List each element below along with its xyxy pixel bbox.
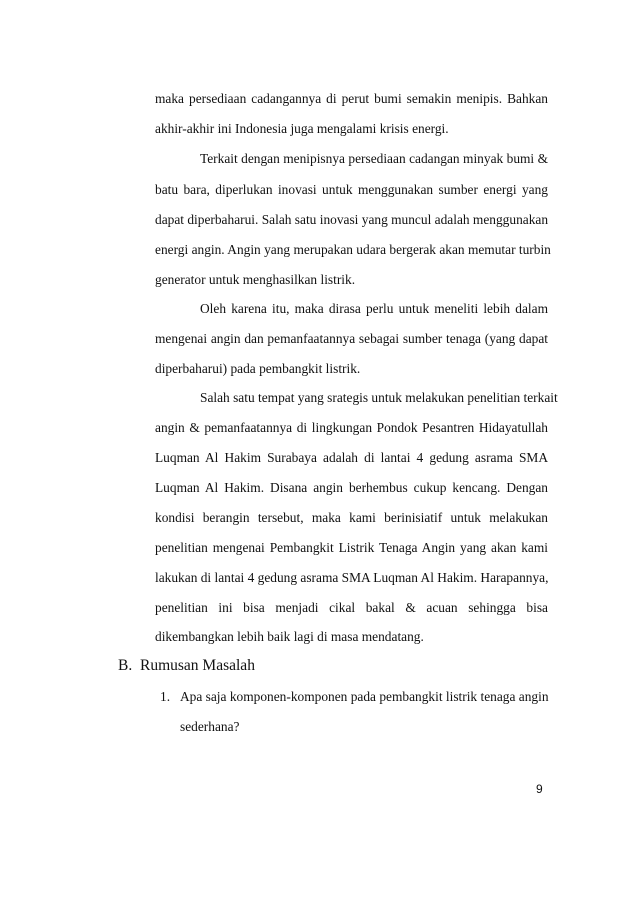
list-item-number: 1. (160, 689, 171, 704)
paragraph-line: penelitian ini bisa menjadi cikal bakal & acuan sehingga bisa (155, 600, 548, 615)
paragraph-line: maka persediaan cadangannya di perut bumi semakin menipis. Bahkan (155, 91, 548, 106)
paragraph-line: batu bara, diperlukan inovasi untuk menggunakan sumber energi yang (155, 182, 548, 197)
section-label: B. (118, 657, 133, 674)
paragraph-line: Salah satu tempat yang srategis untuk melakukan penelitian terkait (200, 390, 558, 405)
list-item-line: sederhana? (180, 719, 240, 734)
list-item-line: Apa saja komponen-komponen pada pembangkit listrik tenaga angin (180, 689, 549, 704)
paragraph-line: Terkait dengan menipisnya persediaan cadangan minyak bumi & (200, 151, 548, 166)
paragraph-line: generator untuk menghasilkan listrik. (155, 272, 356, 287)
paragraph-line: lakukan di lantai 4 gedung asrama SMA Luqman Al Hakim. Harapannya, (155, 570, 549, 585)
paragraph-line: dapat diperbaharui. Salah satu inovasi yang muncul adalah menggunakan (155, 212, 549, 227)
paragraph-line: Luqman Al Hakim Surabaya adalah di lantai 4 gedung asrama SMA (155, 450, 548, 465)
paragraph-line: penelitian mengenai Pembangkit Listrik Tenaga Angin yang akan kami (155, 540, 548, 555)
paragraph-line: energi angin. Angin yang merupakan udara bergerak akan memutar turbin (155, 242, 551, 257)
section-title: Rumusan Masalah (140, 657, 255, 674)
section-heading (118, 656, 255, 676)
paragraph-line: dikembangkan lebih baik lagi di masa mendatang. (155, 629, 424, 644)
paragraph-line: mengenai angin dan pemanfaatannya sebagai sumber tenaga (yang dapat (155, 331, 548, 346)
paragraph-line: angin & pemanfaatannya di lingkungan Pondok Pesantren Hidayatullah (155, 420, 548, 435)
paragraph-line: Luqman Al Hakim. Disana angin berhembus cukup kencang. Dengan (155, 480, 548, 495)
paragraph-line: akhir-akhir ini Indonesia juga mengalami krisis energi. (155, 121, 449, 136)
paragraph-line: diperbaharui) pada pembangkit listrik. (155, 361, 361, 376)
page-number: 9 (536, 782, 543, 796)
paragraph-line: Oleh karena itu, maka dirasa perlu untuk meneliti lebih dalam (200, 301, 548, 316)
paragraph-line: kondisi berangin tersebut, maka kami berinisiatif untuk melakukan (155, 510, 548, 525)
